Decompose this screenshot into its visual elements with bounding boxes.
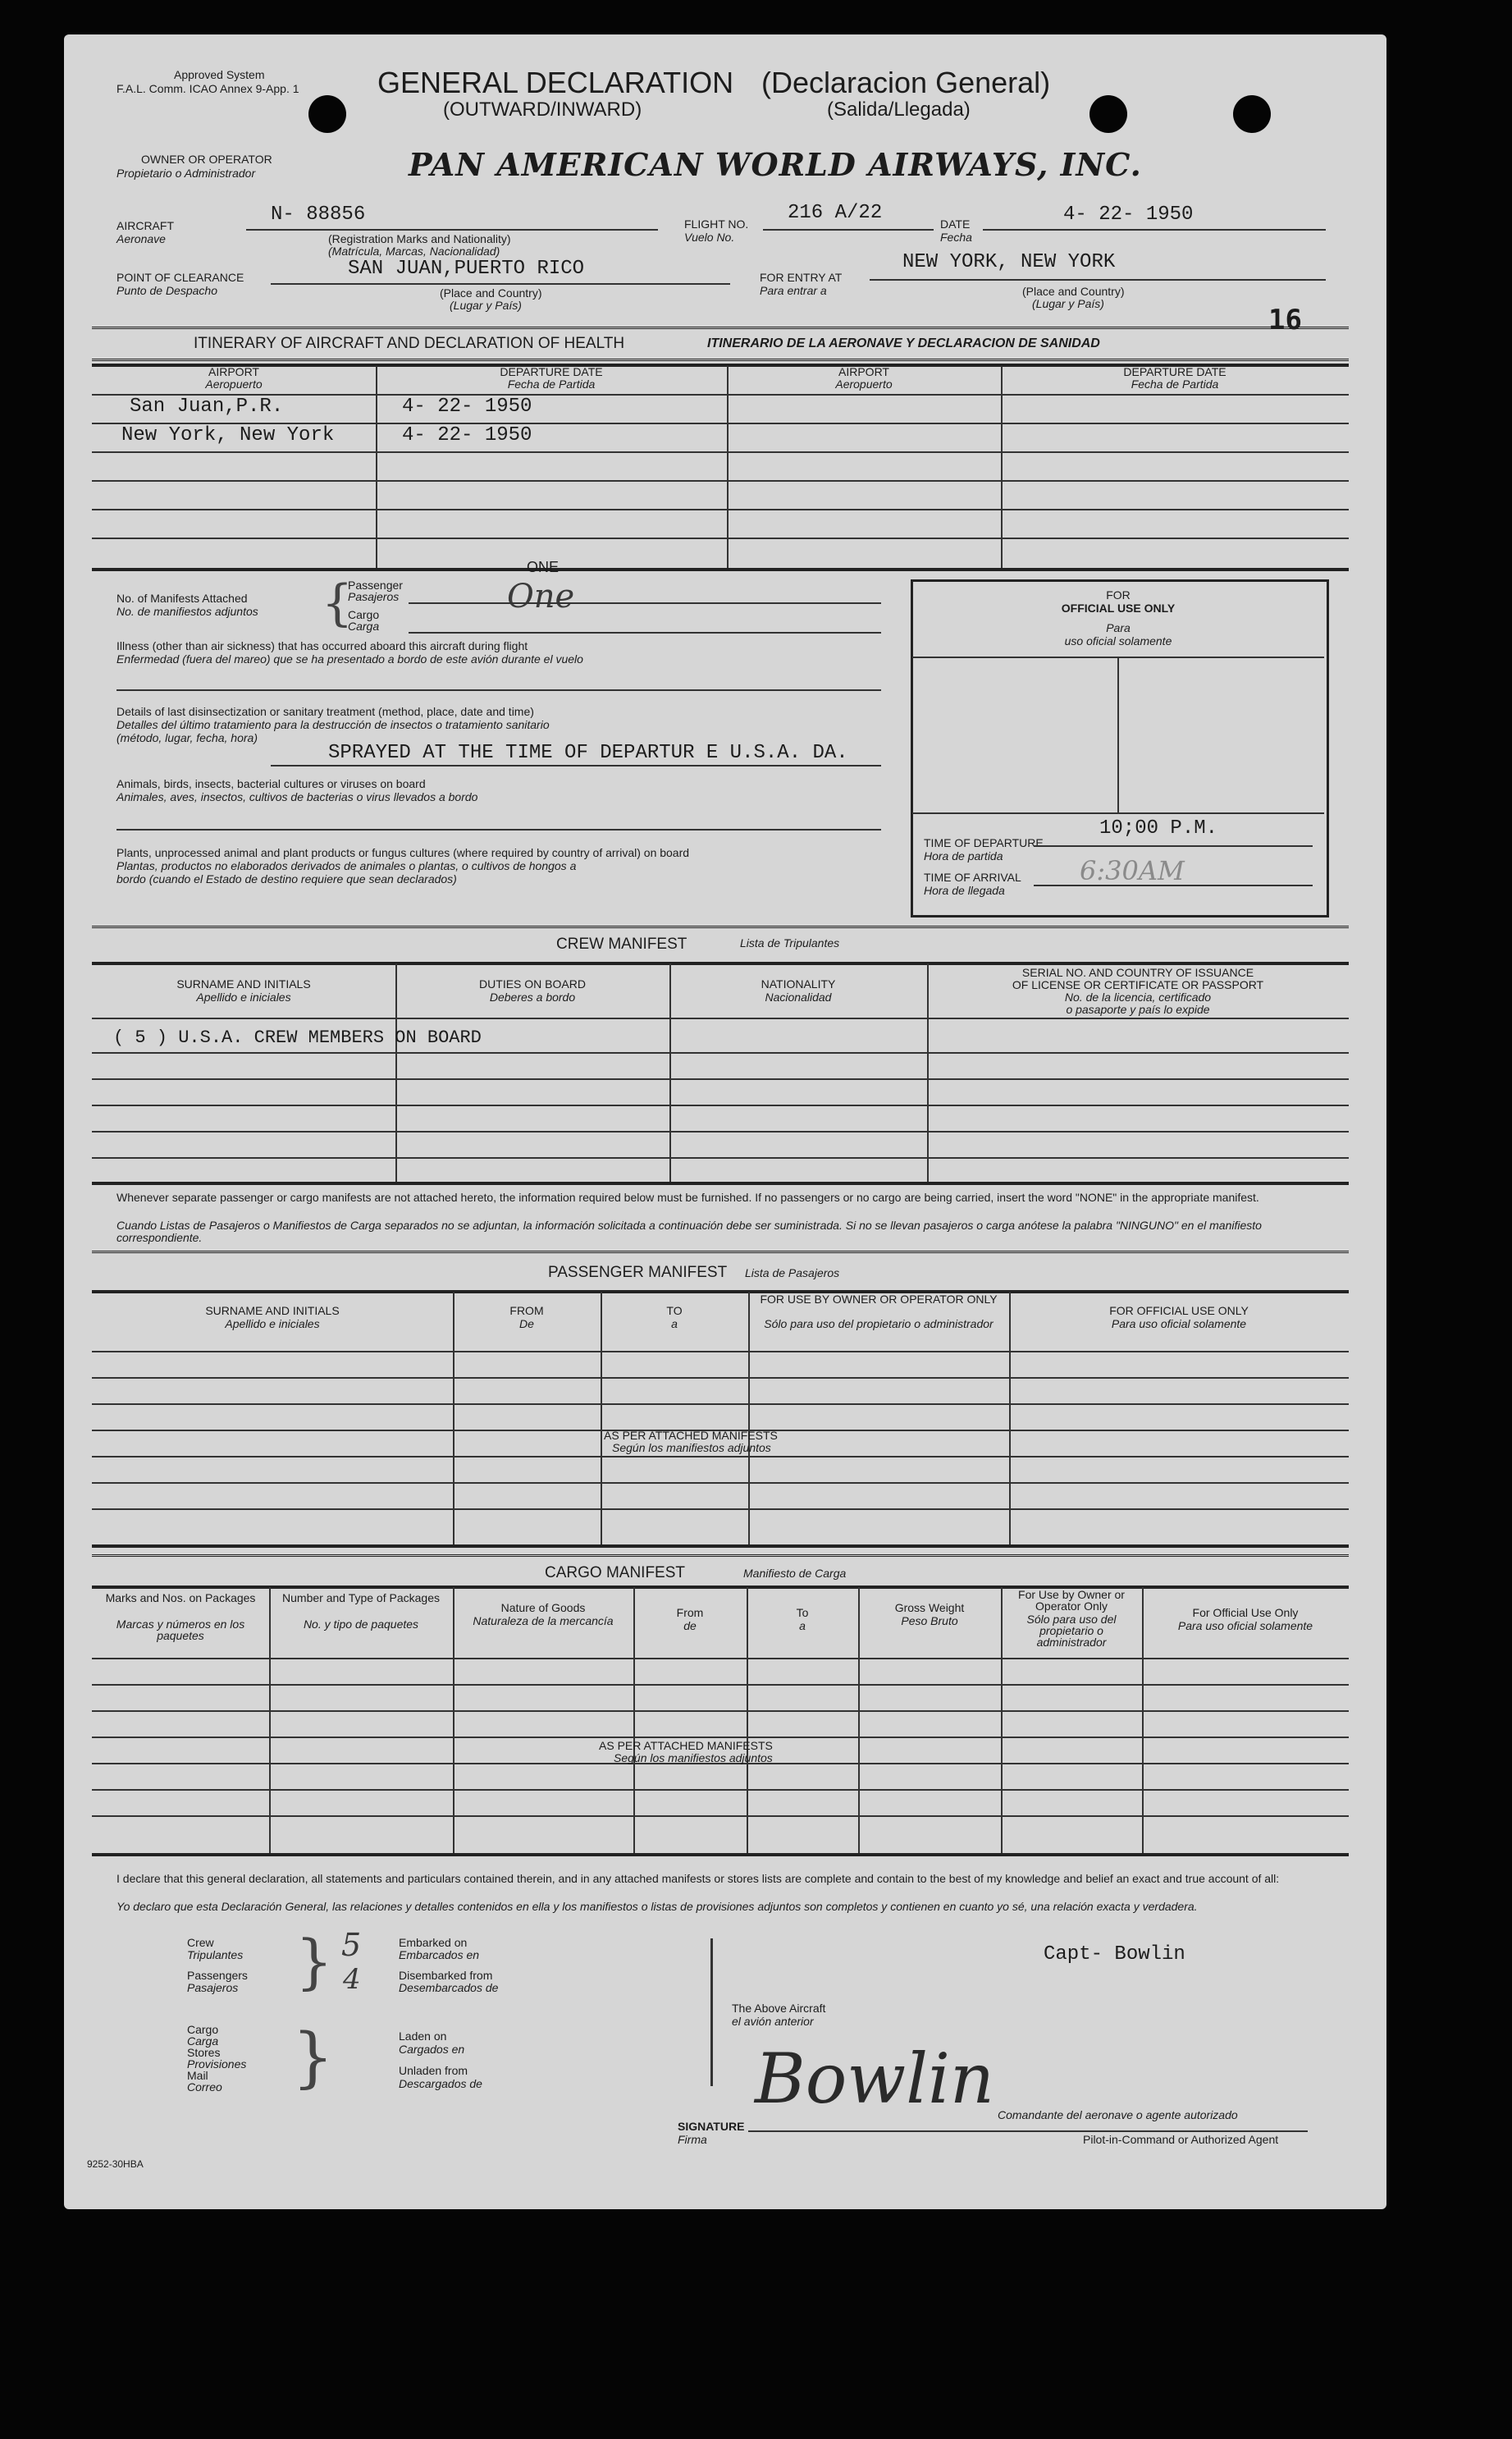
cargo-attached: AS PER ATTACHED MANIFESTS: [599, 1739, 773, 1752]
one-typed: ONE: [527, 559, 560, 575]
one-handwritten: One: [507, 578, 575, 615]
cargo-col-marks: Marks and Nos. on Packages: [105, 1591, 256, 1604]
official-title: OFFICIAL USE ONLY: [1061, 602, 1176, 615]
unladen-label: Unladen from: [399, 2064, 468, 2077]
cargo-col-number: Number and Type of Packages: [282, 1591, 440, 1604]
crew-title-es: Lista de Tripulantes: [740, 936, 840, 950]
airline-name: PAN AMERICAN WORLD AIRWAYS, INC.: [409, 146, 1142, 183]
punch-hole: [1233, 95, 1271, 133]
unladen-label-es: Descargados de: [399, 2077, 482, 2090]
laden-label: Laden on: [399, 2029, 447, 2043]
crew-count-label-es: Tripulantes: [187, 1948, 244, 1961]
disinsect-label-es: Detalles del último tratamiento para la destrucción de insectos o tratamiento sanitario: [116, 718, 550, 731]
form-title-es: (Declaracion General): [761, 66, 1051, 99]
crew-title: CREW MANIFEST: [556, 936, 687, 953]
entry-label: FOR ENTRY AT: [760, 271, 843, 284]
itin-col-airport-es: Aeropuerto: [205, 378, 263, 391]
pass-col-to-es: a: [671, 1317, 678, 1330]
disinsect-label: Details of last disinsectization or sanitary treatment (method, place, date and time): [116, 705, 534, 718]
laden-label-es: Cargados en: [399, 2043, 465, 2056]
pass-col-owner: FOR USE BY OWNER OR OPERATOR ONLY: [760, 1293, 998, 1306]
page-number: 16: [1268, 304, 1302, 336]
signature-label-es: Firma: [678, 2133, 707, 2146]
cargo-title-es: Manifiesto de Carga: [743, 1567, 847, 1580]
animals-label: Animals, birds, insects, bacterial cultures or viruses on board: [116, 777, 426, 790]
crew-col-name-es: Apellido e iniciales: [196, 991, 291, 1004]
pass-attached-es: Según los manifiestos adjuntos: [612, 1441, 771, 1454]
stores-label: Stores: [187, 2046, 221, 2059]
crew-col-name: SURNAME AND INITIALS: [176, 977, 311, 991]
pass-col-official-es: Para uso oficial solamente: [1111, 1317, 1247, 1330]
aircraft-registration: N- 88856: [271, 204, 366, 226]
cargo-title: CARGO MANIFEST: [545, 1564, 686, 1581]
cargo-col-number-es: No. y tipo de paquetes: [303, 1618, 419, 1631]
cargo-col-official: For Official Use Only: [1192, 1606, 1299, 1619]
illness-label: Illness (other than air sickness) that has occurred aboard this aircraft during flight: [116, 639, 528, 652]
above-aircraft: The Above Aircraft: [732, 2002, 826, 2015]
flight-no-label-es: Vuelo No.: [684, 231, 735, 244]
cargo-brace: }: [292, 2019, 334, 2095]
pass-col-name-es: Apellido e iniciales: [225, 1317, 320, 1330]
pass-col-from-es: De: [519, 1317, 534, 1330]
crew-note: Whenever separate passenger or cargo manifests are not attached hereto, the information required below must be furnished. If no passengers or no cargo are being carried, insert the word "NONE" in the appropriate manifest.: [116, 1191, 1259, 1204]
crew-col-serial-es2: o pasaporte y país lo expide: [1066, 1003, 1210, 1016]
cargo-col-marks-es: Marcas y números en los paquetes: [116, 1618, 245, 1642]
cargo-label-es: Carga: [348, 620, 380, 633]
pass-col-owner-es: Sólo para uso del propietario o administrador: [764, 1317, 994, 1330]
plants-label-es: Plantas, productos no elaborados derivados de animales o plantas, o cultivos de hongos a: [116, 859, 577, 872]
crew-col-nationality: NATIONALITY: [761, 977, 836, 991]
cargo-count-label: Cargo: [187, 2023, 219, 2036]
aircraft-label: AIRCRAFT: [116, 219, 174, 232]
entry-point: NEW YORK, NEW YORK: [902, 251, 1116, 273]
mail-label-es: Correo: [187, 2080, 222, 2094]
place-note-es: (Lugar y País): [450, 299, 522, 312]
reg-note: (Registration Marks and Nationality): [328, 232, 511, 245]
place-note-2: (Place and Country): [1022, 285, 1125, 298]
pass-count-label: Passengers: [187, 1969, 248, 1982]
itin-row-date: 4- 22- 1950: [402, 424, 532, 446]
declaration-text-es: Yo declaro que esta Declaración General, las relaciones y detalles contenidos en ella y los manifiestos o listas de provisiones adjuntos son completos y contienen en cuanto yo sé, una relación exacta y verdadera.: [116, 1900, 1198, 1913]
form-title-sub: (OUTWARD/INWARD): [443, 98, 642, 121]
captain-name: Capt- Bowlin: [1044, 1943, 1185, 1965]
count-brace: }: [295, 1927, 333, 1996]
itin-col-airport-2: AIRPORT: [838, 365, 889, 378]
place-note-2-es: (Lugar y País): [1032, 297, 1104, 310]
above-aircraft-es: el avión anterior: [732, 2015, 814, 2028]
owner-label: OWNER OR OPERATOR: [141, 153, 272, 166]
cargo-attached-es: Según los manifiestos adjuntos: [614, 1751, 773, 1764]
fal-reference: F.A.L. Comm. ICAO Annex 9-App. 1: [116, 82, 299, 95]
itin-col-date-2: DEPARTURE DATE: [1123, 365, 1227, 378]
brace: {: [322, 574, 354, 632]
declaration-text: I declare that this general declaration, all statements and particulars contained therein, and in any attached manifests or stores lists are complete and contain to the best of my knowledge and belief an exact and true account of all:: [116, 1872, 1280, 1885]
itinerary-title-es: ITINERARIO DE LA AERONAVE Y DECLARACION DE SANIDAD: [707, 336, 1100, 350]
itin-col-airport: AIRPORT: [208, 365, 259, 378]
cargo-col-official-es: Para uso oficial solamente: [1177, 1619, 1313, 1632]
crew-col-serial: SERIAL NO. AND COUNTRY OF ISSUANCE: [1021, 966, 1254, 979]
mail-label: Mail: [187, 2069, 208, 2082]
pass-col-from: FROM: [509, 1304, 544, 1317]
sprayed-entry: SPRAYED AT THE TIME OF DEPARTUR E U.S.A. DA.: [328, 742, 848, 764]
manifests-label-es: No. de manifiestos adjuntos: [116, 605, 258, 618]
pass-col-name: SURNAME AND INITIALS: [205, 1304, 340, 1317]
cargo-col-weight-es: Peso Bruto: [901, 1614, 958, 1627]
official-for: FOR: [1106, 588, 1131, 602]
itin-row-airport: New York, New York: [121, 424, 335, 446]
pass-count: 4: [343, 1963, 361, 1996]
crew-note-es: Cuando Listas de Pasajeros o Manifiestos de Carga separados no se adjuntan, la información solicitada a continuación debe ser suministrada. Si no se llevan pasajeros o carga anótese la palabra "NINGUNO" en el manifiesto correspondiente.: [116, 1219, 1262, 1244]
form-title-es-sub: (Salida/Llegada): [827, 98, 971, 121]
stores-label-es: Provisiones: [187, 2057, 247, 2071]
crew-entry: ( 5 ) U.S.A. CREW MEMBERS ON BOARD: [113, 1027, 482, 1048]
reg-note-es: (Matrícula, Marcas, Nacionalidad): [328, 245, 500, 258]
form-title: GENERAL DECLARATION: [377, 66, 734, 99]
captain-signature: Bowlin: [755, 2039, 995, 2119]
point-of-clearance: SAN JUAN,PUERTO RICO: [348, 258, 585, 280]
flight-no-label: FLIGHT NO.: [684, 217, 749, 231]
pass-attached: AS PER ATTACHED MANIFESTS: [604, 1429, 778, 1442]
pass-col-to: TO: [666, 1304, 683, 1317]
cargo-col-owner: For Use by Owner or Operator Only: [1018, 1588, 1125, 1613]
crew-count: 5: [341, 1927, 362, 1963]
animals-label-es: Animales, aves, insectos, cultivos de bacterias o virus llevados a bordo: [116, 790, 478, 803]
departure-time: 10;00 P.M.: [1099, 817, 1218, 840]
plants-label-es2: bordo (cuando el Estado de destino requiere que sean declarados): [116, 872, 457, 885]
approved-system: Approved System: [174, 68, 265, 81]
pass-count-label-es: Pasajeros: [187, 1981, 239, 1994]
cargo-col-from: From: [676, 1606, 704, 1619]
cargo-count-label-es: Carga: [187, 2034, 219, 2048]
clearance-label: POINT OF CLEARANCE: [116, 271, 244, 284]
owner-label-es: Propietario o Administrador: [116, 167, 256, 180]
cargo-col-to-es: a: [799, 1619, 806, 1632]
signature-label: SIGNATURE: [678, 2120, 745, 2133]
manifests-label: No. of Manifests Attached: [116, 592, 248, 605]
illness-label-es: Enfermedad (fuera del mareo) que se ha presentado a bordo de este avión durante el vuelo: [116, 652, 583, 666]
cargo-col-owner-es: Sólo para uso del propietario o administrador: [1026, 1613, 1117, 1649]
itin-col-date: DEPARTURE DATE: [500, 365, 603, 378]
commander-label: Pilot-in-Command or Authorized Agent: [1083, 2133, 1279, 2146]
place-note: (Place and Country): [440, 286, 542, 300]
crew-col-duties: DUTIES ON BOARD: [479, 977, 586, 991]
arrival-time-label-es: Hora de llegada: [924, 884, 1005, 897]
departure-time-label-es: Hora de partida: [924, 849, 1003, 863]
itin-col-date-es: Fecha de Partida: [507, 378, 596, 391]
cargo-label: Cargo: [348, 608, 380, 621]
crew-col-nationality-es: Nacionalidad: [765, 991, 832, 1004]
cargo-col-nature: Nature of Goods: [500, 1601, 586, 1614]
cargo-col-from-es: de: [683, 1619, 697, 1632]
date-label: DATE: [940, 217, 971, 231]
arrival-time-label: TIME OF ARRIVAL: [924, 871, 1021, 884]
disembarked-label: Disembarked from: [399, 1969, 493, 1982]
punch-hole: [1089, 95, 1127, 133]
pass-col-official: FOR OFFICIAL USE ONLY: [1109, 1304, 1249, 1317]
embarked-label: Embarked on: [399, 1936, 468, 1949]
itin-row-airport: San Juan,P.R.: [130, 396, 284, 418]
date-label-es: Fecha: [940, 231, 972, 244]
passenger-label-es: Pasajeros: [348, 590, 400, 603]
disembarked-label-es: Desembarcados de: [399, 1981, 499, 1994]
punch-hole: [308, 95, 346, 133]
clearance-label-es: Punto de Despacho: [116, 284, 217, 297]
passenger-title-es: Lista de Pasajeros: [745, 1266, 840, 1279]
crew-col-serial-es: No. de la licencia, certificado: [1064, 991, 1212, 1004]
itin-row-date: 4- 22- 1950: [402, 396, 532, 418]
cargo-col-to: To: [796, 1606, 809, 1619]
disinsect-label-es2: (método, lugar, fecha, hora): [116, 731, 258, 744]
itinerary-title: ITINERARY OF AIRCRAFT AND DECLARATION OF HEALTH: [194, 335, 625, 352]
embarked-label-es: Embarcados en: [399, 1948, 480, 1961]
passenger-title: PASSENGER MANIFEST: [548, 1264, 728, 1281]
cargo-col-weight: Gross Weight: [894, 1601, 965, 1614]
crew-col-duties-es: Deberes a bordo: [489, 991, 576, 1004]
departure-time-label: TIME OF DEPARTURE: [924, 836, 1044, 849]
official-para: Para: [1106, 621, 1131, 634]
official-para2: uso oficial solamente: [1064, 634, 1172, 648]
itin-col-airport-2-es: Aeropuerto: [835, 378, 893, 391]
itin-col-date-2-es: Fecha de Partida: [1131, 378, 1219, 391]
crew-col-serial-b: OF LICENSE OR CERTIFICATE OR PASSPORT: [1012, 978, 1264, 991]
commander-es: Comandante del aeronave o agente autorizado: [998, 2108, 1238, 2121]
flight-number: 216 A/22: [788, 202, 883, 224]
aircraft-label-es: Aeronave: [116, 232, 166, 245]
plants-label: Plants, unprocessed animal and plant products or fungus cultures (where required by country of arrival) on board: [116, 846, 690, 859]
form-number: 9252-30HBA: [87, 2158, 144, 2170]
cargo-col-nature-es: Naturaleza de la mercancía: [473, 1614, 614, 1627]
crew-count-label: Crew: [187, 1936, 214, 1949]
passenger-label: Passenger: [348, 579, 403, 592]
flight-date: 4- 22- 1950: [1063, 204, 1194, 226]
arrival-time: 6:30AM: [1080, 855, 1185, 886]
entry-label-es: Para entrar a: [760, 284, 827, 297]
